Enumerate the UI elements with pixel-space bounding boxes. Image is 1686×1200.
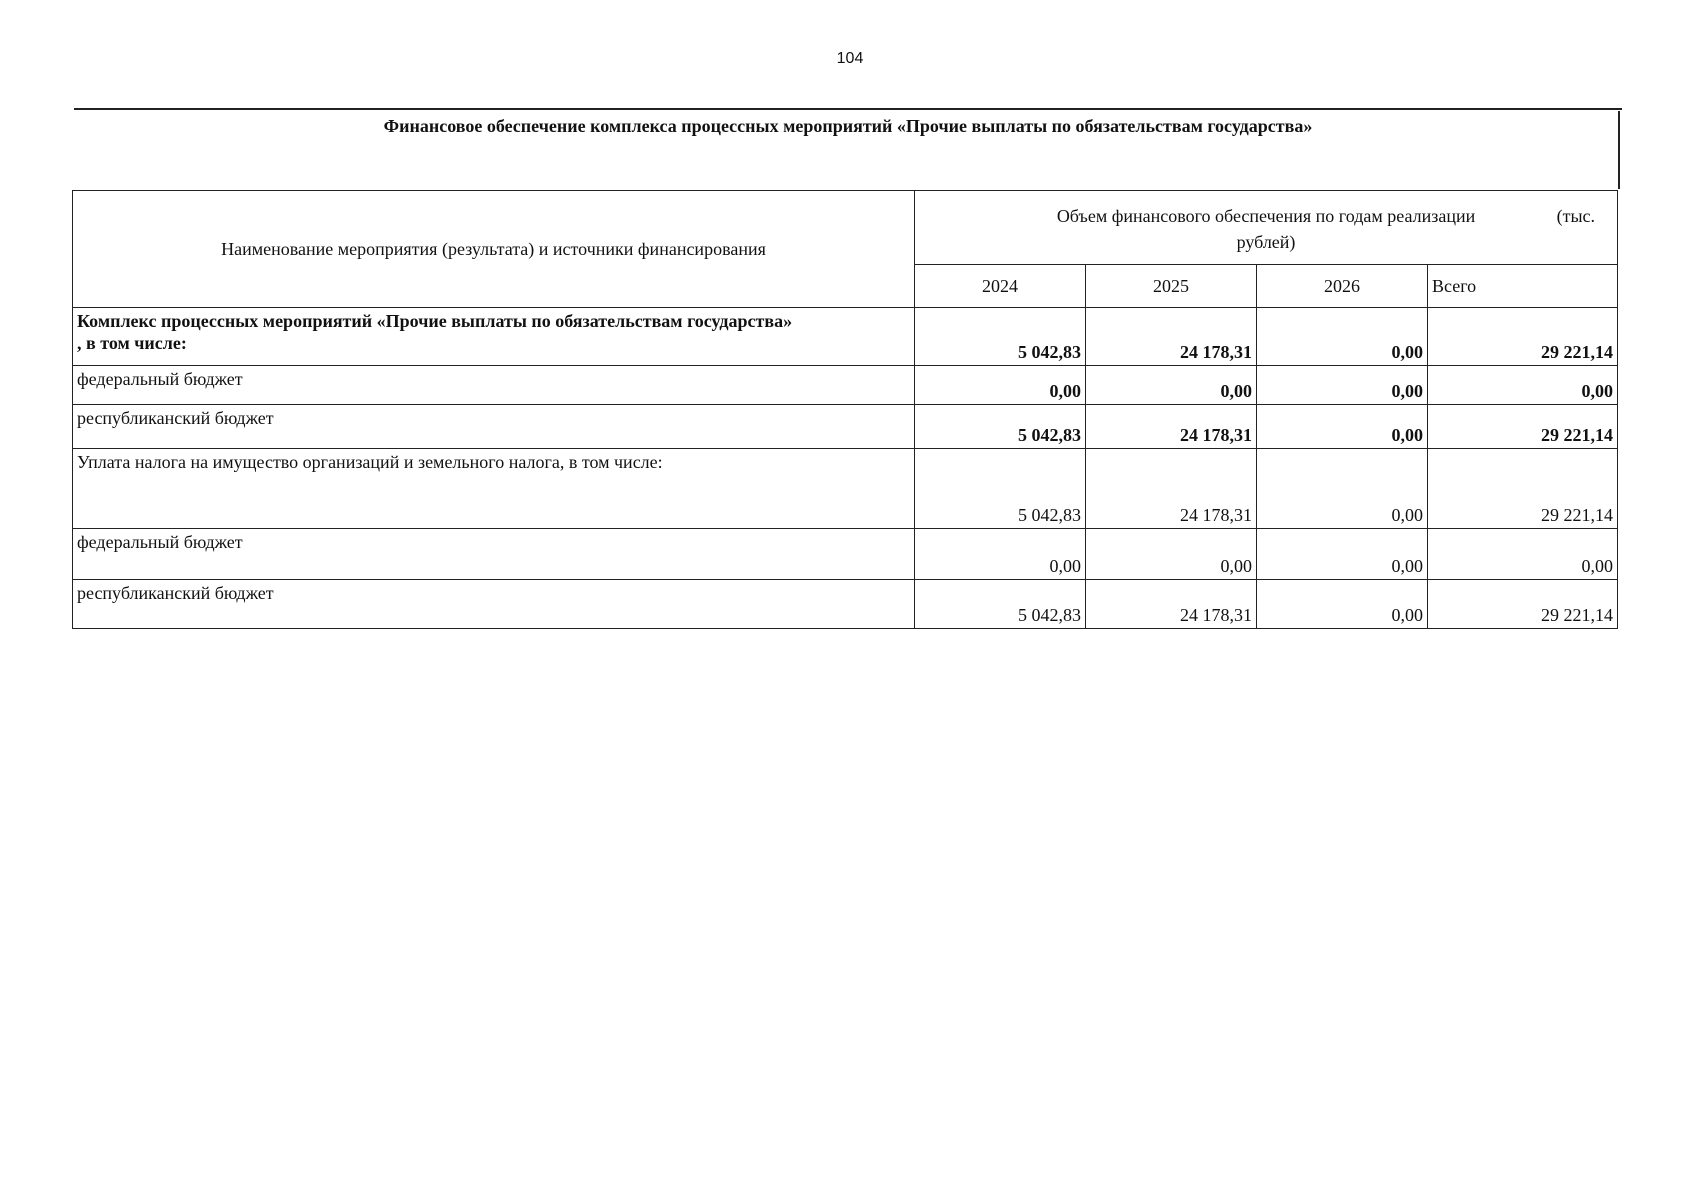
table-row (73, 405, 1618, 449)
top-rule (74, 108, 1622, 110)
row-value-2024: 5 042,83 (915, 308, 1086, 366)
table-title: Финансовое обеспечение комплекса процессных мероприятий «Прочие выплаты по обязательствам государства» (383, 116, 1313, 136)
row-value-2025: 0,00 (1086, 529, 1257, 580)
row-value-total: 29 221,14 (1428, 449, 1618, 529)
header-total: Всего (1428, 265, 1618, 308)
row-name: республиканский бюджет (73, 580, 915, 629)
row-value-2026: 0,00 (1257, 580, 1428, 629)
row-value-2024: 0,00 (915, 366, 1086, 405)
row-value-2026: 0,00 (1257, 449, 1428, 529)
row-value-2025: 24 178,31 (1086, 449, 1257, 529)
table-row (73, 308, 1618, 366)
row-value-2026: 0,00 (1257, 405, 1428, 449)
header-name-cell: Наименование мероприятия (результата) и источники финансирования (73, 191, 915, 308)
row-value-2025: 0,00 (1086, 366, 1257, 405)
table-row (73, 529, 1618, 580)
header-volume-cell (915, 191, 1618, 265)
row-name (73, 308, 915, 366)
row-value-total: 29 221,14 (1428, 308, 1618, 366)
row-name: федеральный бюджет (73, 366, 915, 405)
row-value-2025: 24 178,31 (1086, 308, 1257, 366)
page-number: 104 (836, 50, 864, 67)
row-value-2026: 0,00 (1257, 366, 1428, 405)
row-value-2025: 24 178,31 (1086, 580, 1257, 629)
row-name: федеральный бюджет (73, 529, 915, 580)
header-volume-unit: (тыс. (1556, 206, 1596, 226)
financing-table (72, 190, 1618, 629)
row-value-2024: 0,00 (915, 529, 1086, 580)
row-name-line1: Комплекс процессных мероприятий «Прочие выплаты по обязательствам государства» (77, 311, 793, 331)
row-name: Уплата налога на имущество организаций и земельного налога, в том числе: (73, 449, 915, 529)
header-year-2024: 2024 (915, 265, 1086, 308)
row-value-total: 0,00 (1428, 366, 1618, 405)
header-volume-line1: Объем финансового обеспечения по годам реализации (1056, 206, 1476, 226)
row-value-2026: 0,00 (1257, 529, 1428, 580)
table-row (73, 580, 1618, 629)
row-value-2024: 5 042,83 (915, 449, 1086, 529)
table-row (73, 366, 1618, 405)
row-value-2024: 5 042,83 (915, 405, 1086, 449)
row-value-total: 0,00 (1428, 529, 1618, 580)
table-row (73, 449, 1618, 529)
row-name: республиканский бюджет (73, 405, 915, 449)
row-name-line2: , в том числе: (77, 333, 187, 353)
header-row-1 (73, 191, 1618, 265)
header-volume-line2: рублей) (1236, 232, 1296, 252)
row-value-total: 29 221,14 (1428, 405, 1618, 449)
row-value-2024: 5 042,83 (915, 580, 1086, 629)
header-year-2025: 2025 (1086, 265, 1257, 308)
row-value-total: 29 221,14 (1428, 580, 1618, 629)
header-year-2026: 2026 (1257, 265, 1428, 308)
row-value-2026: 0,00 (1257, 308, 1428, 366)
row-value-2025: 24 178,31 (1086, 405, 1257, 449)
